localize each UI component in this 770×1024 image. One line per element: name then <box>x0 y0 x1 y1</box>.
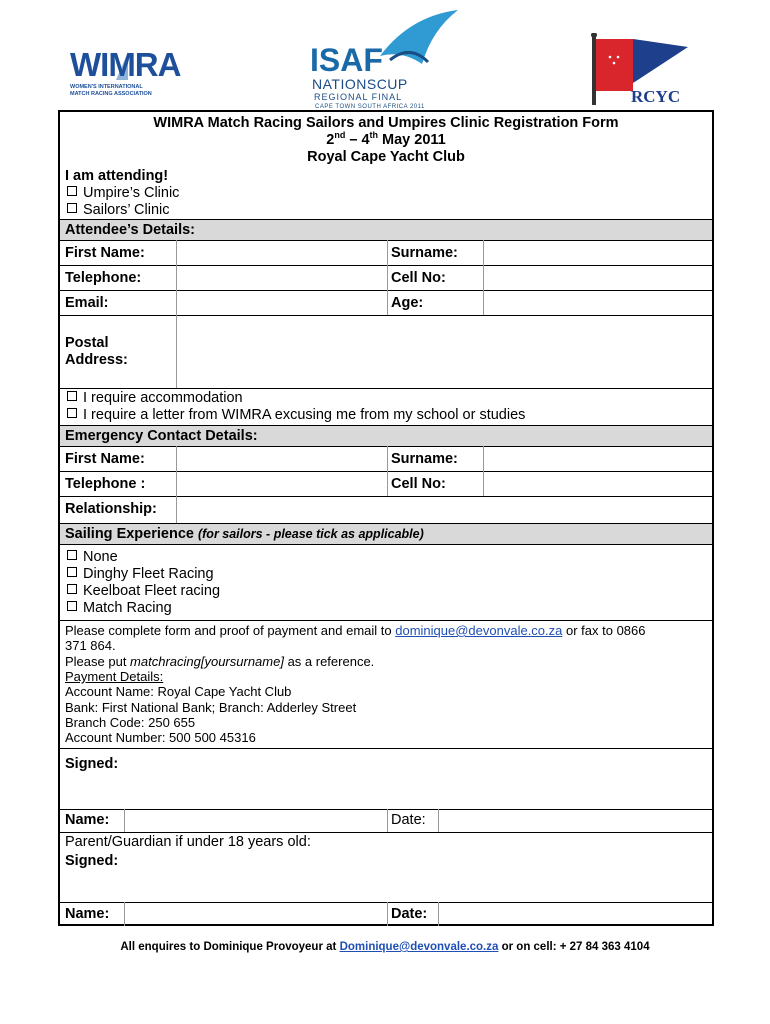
isaf-title: ISAF <box>310 42 383 78</box>
checkbox-icon[interactable] <box>67 567 77 577</box>
checkbox-icon[interactable] <box>67 550 77 560</box>
branch-code: Branch Code: 250 655 <box>65 715 196 730</box>
footer-email-link[interactable]: Dominique@devonvale.co.za <box>339 941 499 953</box>
attending-heading: I am attending! <box>65 168 169 184</box>
payment-details-heading: Payment Details: <box>65 669 164 684</box>
form-dates: 2nd – 4th May 2011 <box>326 130 446 148</box>
bank-details: Bank: First National Bank; Branch: Adderley Street <box>65 700 357 715</box>
sailing-option-match[interactable]: Match Racing <box>65 600 172 617</box>
form-venue: Royal Cape Yacht Club <box>307 149 465 165</box>
fax-number-continued: 371 864. <box>65 638 116 653</box>
checkbox-icon[interactable] <box>67 601 77 611</box>
payment-email-link[interactable]: dominique@devonvale.co.za <box>395 623 563 638</box>
guardian-label: Parent/Guardian if under 18 years old: <box>65 834 311 850</box>
checkbox-icon[interactable] <box>67 391 77 401</box>
reference-instructions: Please put matchracing[yoursurname] as a reference. <box>65 654 375 669</box>
emergency-telephone-label: Telephone : <box>65 476 146 492</box>
excuse-letter-option[interactable]: I require a letter from WIMRA excusing me from my school or studies <box>65 407 525 424</box>
relationship-label: Relationship: <box>65 501 157 517</box>
isaf-regional-final: REGIONAL FINAL <box>314 92 403 102</box>
checkbox-icon[interactable] <box>67 408 77 418</box>
guardian-signed-label: Signed: <box>65 853 119 869</box>
account-number: Account Number: 500 500 45316 <box>65 730 256 745</box>
sailing-option-dinghy[interactable]: Dinghy Fleet Racing <box>65 566 214 583</box>
checkbox-icon[interactable] <box>67 584 77 594</box>
wimra-logo <box>70 46 188 110</box>
form-title: WIMRA Match Racing Sailors and Umpires Clinic Registration Form <box>153 115 619 131</box>
email-label: Email: <box>65 295 109 311</box>
account-name: Account Name: Royal Cape Yacht Club <box>65 684 292 699</box>
isaf-nationscup-logo <box>310 10 460 110</box>
sailors-clinic-option[interactable]: Sailors’ Clinic <box>65 202 169 219</box>
emergency-cell-label: Cell No: <box>391 476 446 492</box>
emergency-first-name-label: First Name: <box>65 451 145 467</box>
payment-instructions: Please complete form and proof of payment and email to dominique@devonvale.co.za or fax to 0866 <box>65 623 646 638</box>
checkbox-icon[interactable] <box>67 203 77 213</box>
footer-contact: All enquires to Dominique Provoyeur at Dominique@devonvale.co.za or on cell: + 27 84 363 4104 <box>120 941 650 953</box>
umpires-clinic-option[interactable]: Umpire’s Clinic <box>65 185 179 202</box>
sailing-option-none[interactable]: None <box>65 549 118 566</box>
age-label: Age: <box>391 295 424 311</box>
postal-label: Postal <box>65 335 109 351</box>
isaf-subtitle: NATIONSCUP <box>312 76 408 92</box>
guardian-date-label: Date: <box>391 906 428 922</box>
rcyc-logo-text: RCYC <box>631 87 681 106</box>
sailing-option-keelboat[interactable]: Keelboat Fleet racing <box>65 583 220 600</box>
registration-form <box>58 110 714 926</box>
isaf-location: CAPE TOWN SOUTH AFRICA 2011 <box>315 104 425 110</box>
checkbox-icon[interactable] <box>67 186 77 196</box>
telephone-label: Telephone: <box>65 270 142 286</box>
first-name-label: First Name: <box>65 245 145 261</box>
name-label: Name: <box>65 812 110 828</box>
rcyc-logo <box>588 33 693 105</box>
signed-label: Signed: <box>65 756 119 772</box>
isaf-sail-icon <box>370 10 460 66</box>
guardian-name-label: Name: <box>65 906 110 922</box>
date-label: Date: <box>391 812 426 828</box>
attendee-heading: Attendee’s Details: <box>65 222 195 238</box>
emergency-surname-label: Surname: <box>391 451 458 467</box>
emergency-heading: Emergency Contact Details: <box>65 428 258 444</box>
accommodation-option[interactable]: I require accommodation <box>65 390 243 407</box>
wimra-logo-subtitle: WOMEN'S INTERNATIONAL MATCH RACING ASSOCIATION <box>70 84 152 97</box>
wimra-logo-mark: WIMRA <box>70 46 181 83</box>
cell-label: Cell No: <box>391 270 446 286</box>
surname-label: Surname: <box>391 245 458 261</box>
sailing-heading: Sailing Experience (for sailors - please tick as applicable) <box>65 526 424 542</box>
address-label: Address: <box>65 352 128 368</box>
